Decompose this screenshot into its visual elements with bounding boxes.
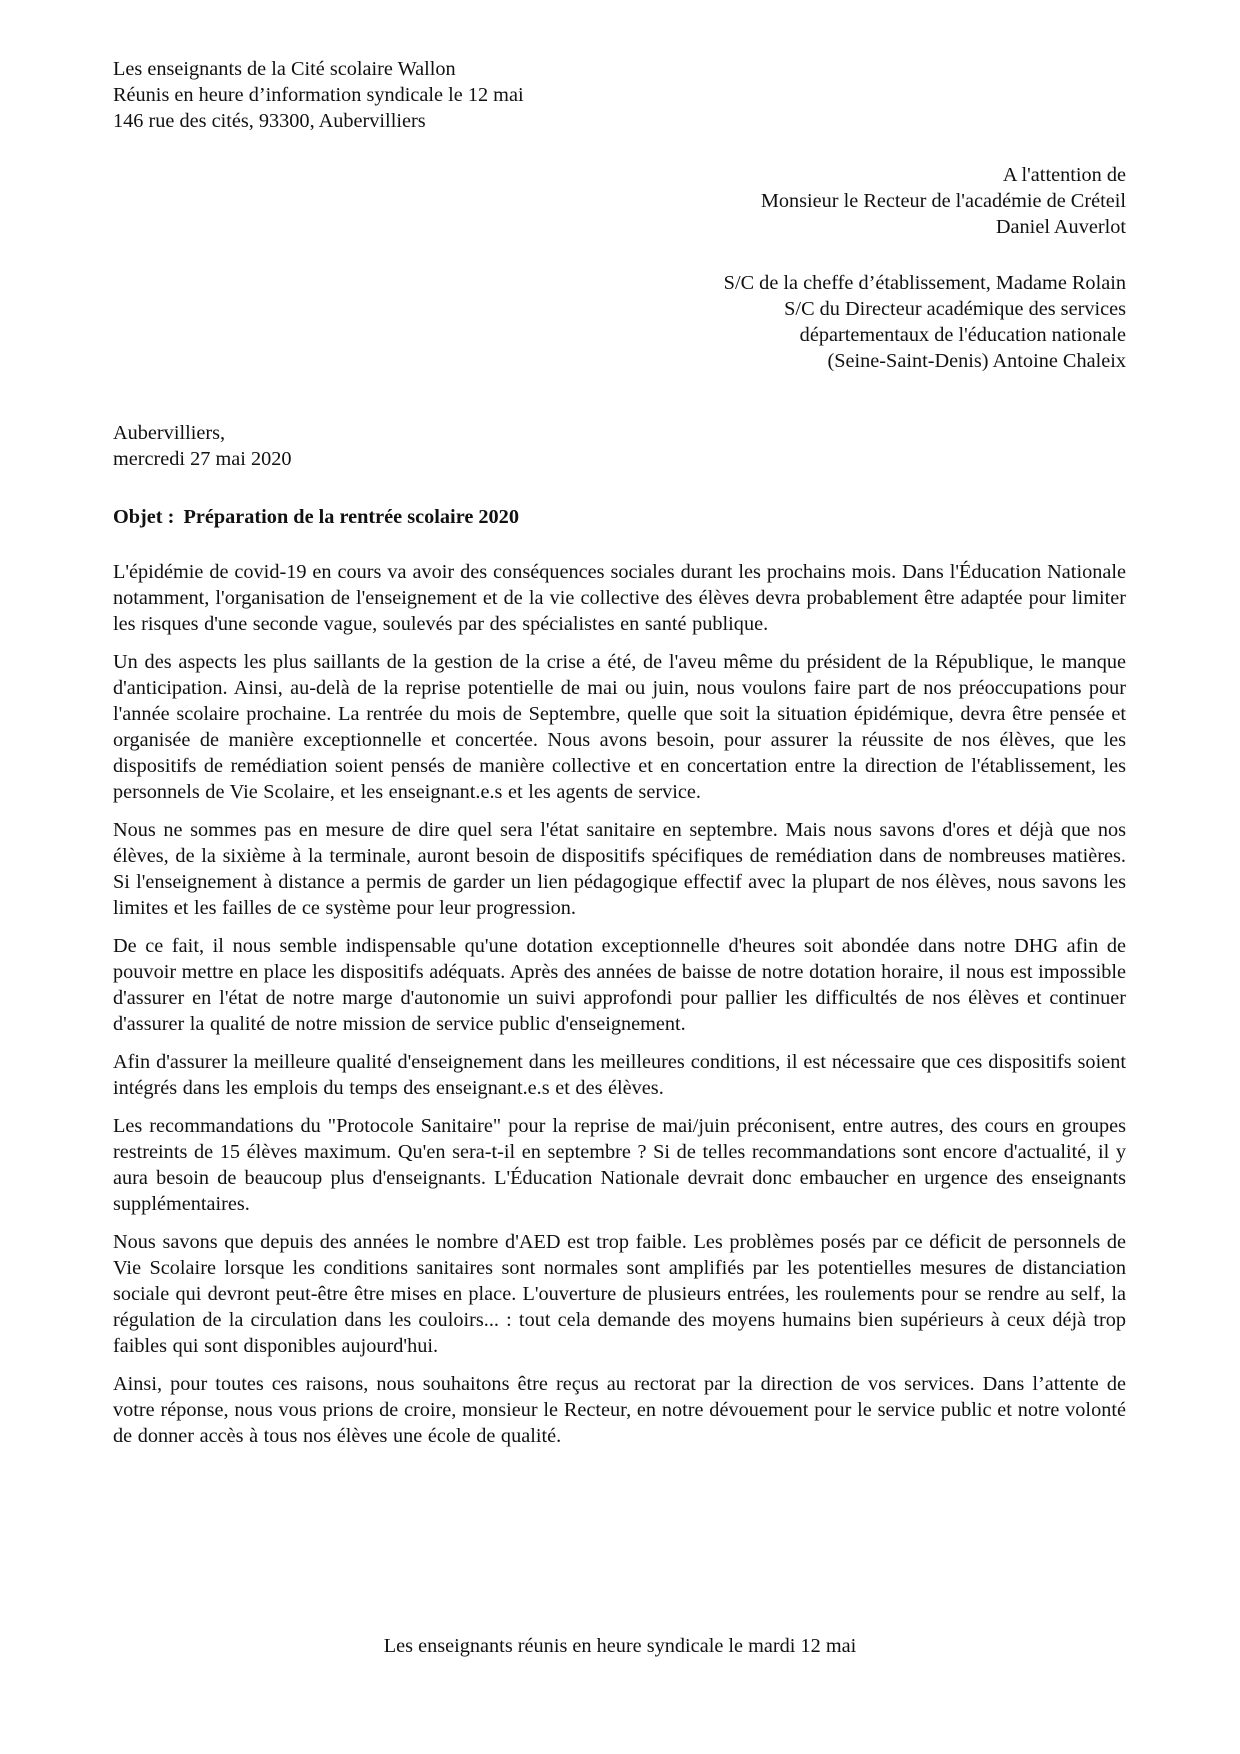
body-paragraph: Les recommandations du "Protocole Sanitaire" pour la reprise de mai/juin préconisent, entre autres, des cours en groupes restreints de 15 élèves maximum. Qu'en sera-t-il en septembre ? Si de telles recommandations sont encore d'actualité, il y aura besoin de beaucoup plus d'enseignants. L'Éducation Nationale devrait donc embaucher en urgence des enseignants supplémentaires. bbox=[113, 1115, 1126, 1215]
body-paragraph: L'épidémie de covid-19 en cours va avoir des conséquences sociales durant les prochains mois. Dans l'Éducation Nationale notamment, l'organisation de l'enseignement et de la vie collective des élèves devra probablement être adaptée pour limiter les risques d'une seconde vague, soulevés par des spécialistes en santé publique. bbox=[113, 561, 1126, 635]
place: Aubervilliers, bbox=[113, 422, 226, 444]
date: mercredi 27 mai 2020 bbox=[113, 448, 292, 470]
recipient-line: Daniel Auverlot bbox=[995, 216, 1126, 238]
sender-line: Réunis en heure d’information syndicale le 12 mai bbox=[113, 84, 524, 106]
subject-text: Préparation de la rentrée scolaire 2020 bbox=[183, 506, 519, 528]
recipient-line: Monsieur le Recteur de l'académie de Créteil bbox=[760, 190, 1126, 212]
body-paragraph: Afin d'assurer la meilleure qualité d'enseignement dans les meilleures conditions, il est nécessaire que ces dispositifs soient intégrés dans les emplois du temps des enseignant.e.s et des élèves. bbox=[113, 1051, 1126, 1099]
signature: Les enseignants réunis en heure syndicale le mardi 12 mai bbox=[383, 1635, 857, 1657]
sc-line: départementaux de l'éducation nationale bbox=[799, 324, 1126, 346]
sender-address bbox=[113, 56, 813, 134]
recipient-address bbox=[761, 162, 1126, 240]
body-paragraph: Un des aspects les plus saillants de la gestion de la crise a été, de l'aveu même du président de la République, le manque d'anticipation. Ainsi, au-delà de la reprise potentielle de mai ou juin, nous voulons faire part de nos préoccupations pour l'année scolaire prochaine. La rentrée du mois de Septembre, quelle que soit la situation épidémique, devra être pensée et organisée de manière exceptionnelle et concertée. Nous avons besoin, pour assurer la réussite de nos élèves, que les dispositifs de remédiation soient pensés de manière collective et en concertation entre la direction de l'établissement, les personnels de Vie Scolaire, et les enseignant.e.s et les agents de service. bbox=[113, 651, 1126, 803]
letter-body bbox=[113, 559, 1126, 1461]
body-paragraph: Nous ne sommes pas en mesure de dire quel sera l'état sanitaire en septembre. Mais nous savons d'ores et déjà que nos élèves, de la sixième à la terminale, auront besoin de dispositifs spécifiques de remédiation dans de nombreuses matières. Si l'enseignement à distance a permis de garder un lien pédagogique effectif avec la plupart de nos élèves, nous savons les limites et les failles de ce système pour leur progression. bbox=[113, 819, 1126, 919]
subject-line bbox=[113, 504, 519, 530]
place-and-date bbox=[113, 420, 292, 472]
sc-line: S/C de la cheffe d’établissement, Madame Rolain bbox=[723, 272, 1126, 294]
sc-line: S/C du Directeur académique des services bbox=[784, 298, 1126, 320]
body-paragraph: De ce fait, il nous semble indispensable qu'une dotation exceptionnelle d'heures soit abondée dans notre DHG afin de pouvoir mettre en place les dispositifs adéquats. Après des années de baisse de notre dotation horaire, il nous est impossible d'assurer en l'état de notre marge d'autonomie un suivi approfondi pour pallier les difficultés de nos élèves et continuer d'assurer la qualité de notre mission de service public d'enseignement. bbox=[113, 935, 1126, 1035]
sous-couvert-block bbox=[724, 270, 1126, 374]
sender-line: 146 rue des cités, 93300, Aubervilliers bbox=[113, 110, 426, 132]
sc-line: (Seine-Saint-Denis) Antoine Chaleix bbox=[827, 350, 1126, 372]
body-paragraph: Ainsi, pour toutes ces raisons, nous souhaitons être reçus au rectorat par la direction de vos services. Dans l’attente de votre réponse, nous vous prions de croire, monsieur le Recteur, en notre dévouement pour le service public et notre volonté de donner accès à tous nos élèves une école de qualité. bbox=[113, 1373, 1126, 1447]
subject-label: Objet : bbox=[113, 506, 175, 528]
body-paragraph: Nous savons que depuis des années le nombre d'AED est trop faible. Les problèmes posés par ce déficit de personnels de Vie Scolaire lorsque les conditions sanitaires sont normales sont amplifiés par les potentielles mesures de distanciation sociale qui devront peut-être être mises en place. L'ouverture de plusieurs entrées, les roulements pour se rendre au self, la régulation de la circulation dans les couloirs... : tout cela demande des moyens humains bien supérieurs à ceux déjà trop faibles qui sont disponibles aujourd'hui. bbox=[113, 1231, 1126, 1357]
recipient-line: A l'attention de bbox=[1002, 164, 1126, 186]
sender-line: Les enseignants de la Cité scolaire Wallon bbox=[113, 58, 456, 80]
